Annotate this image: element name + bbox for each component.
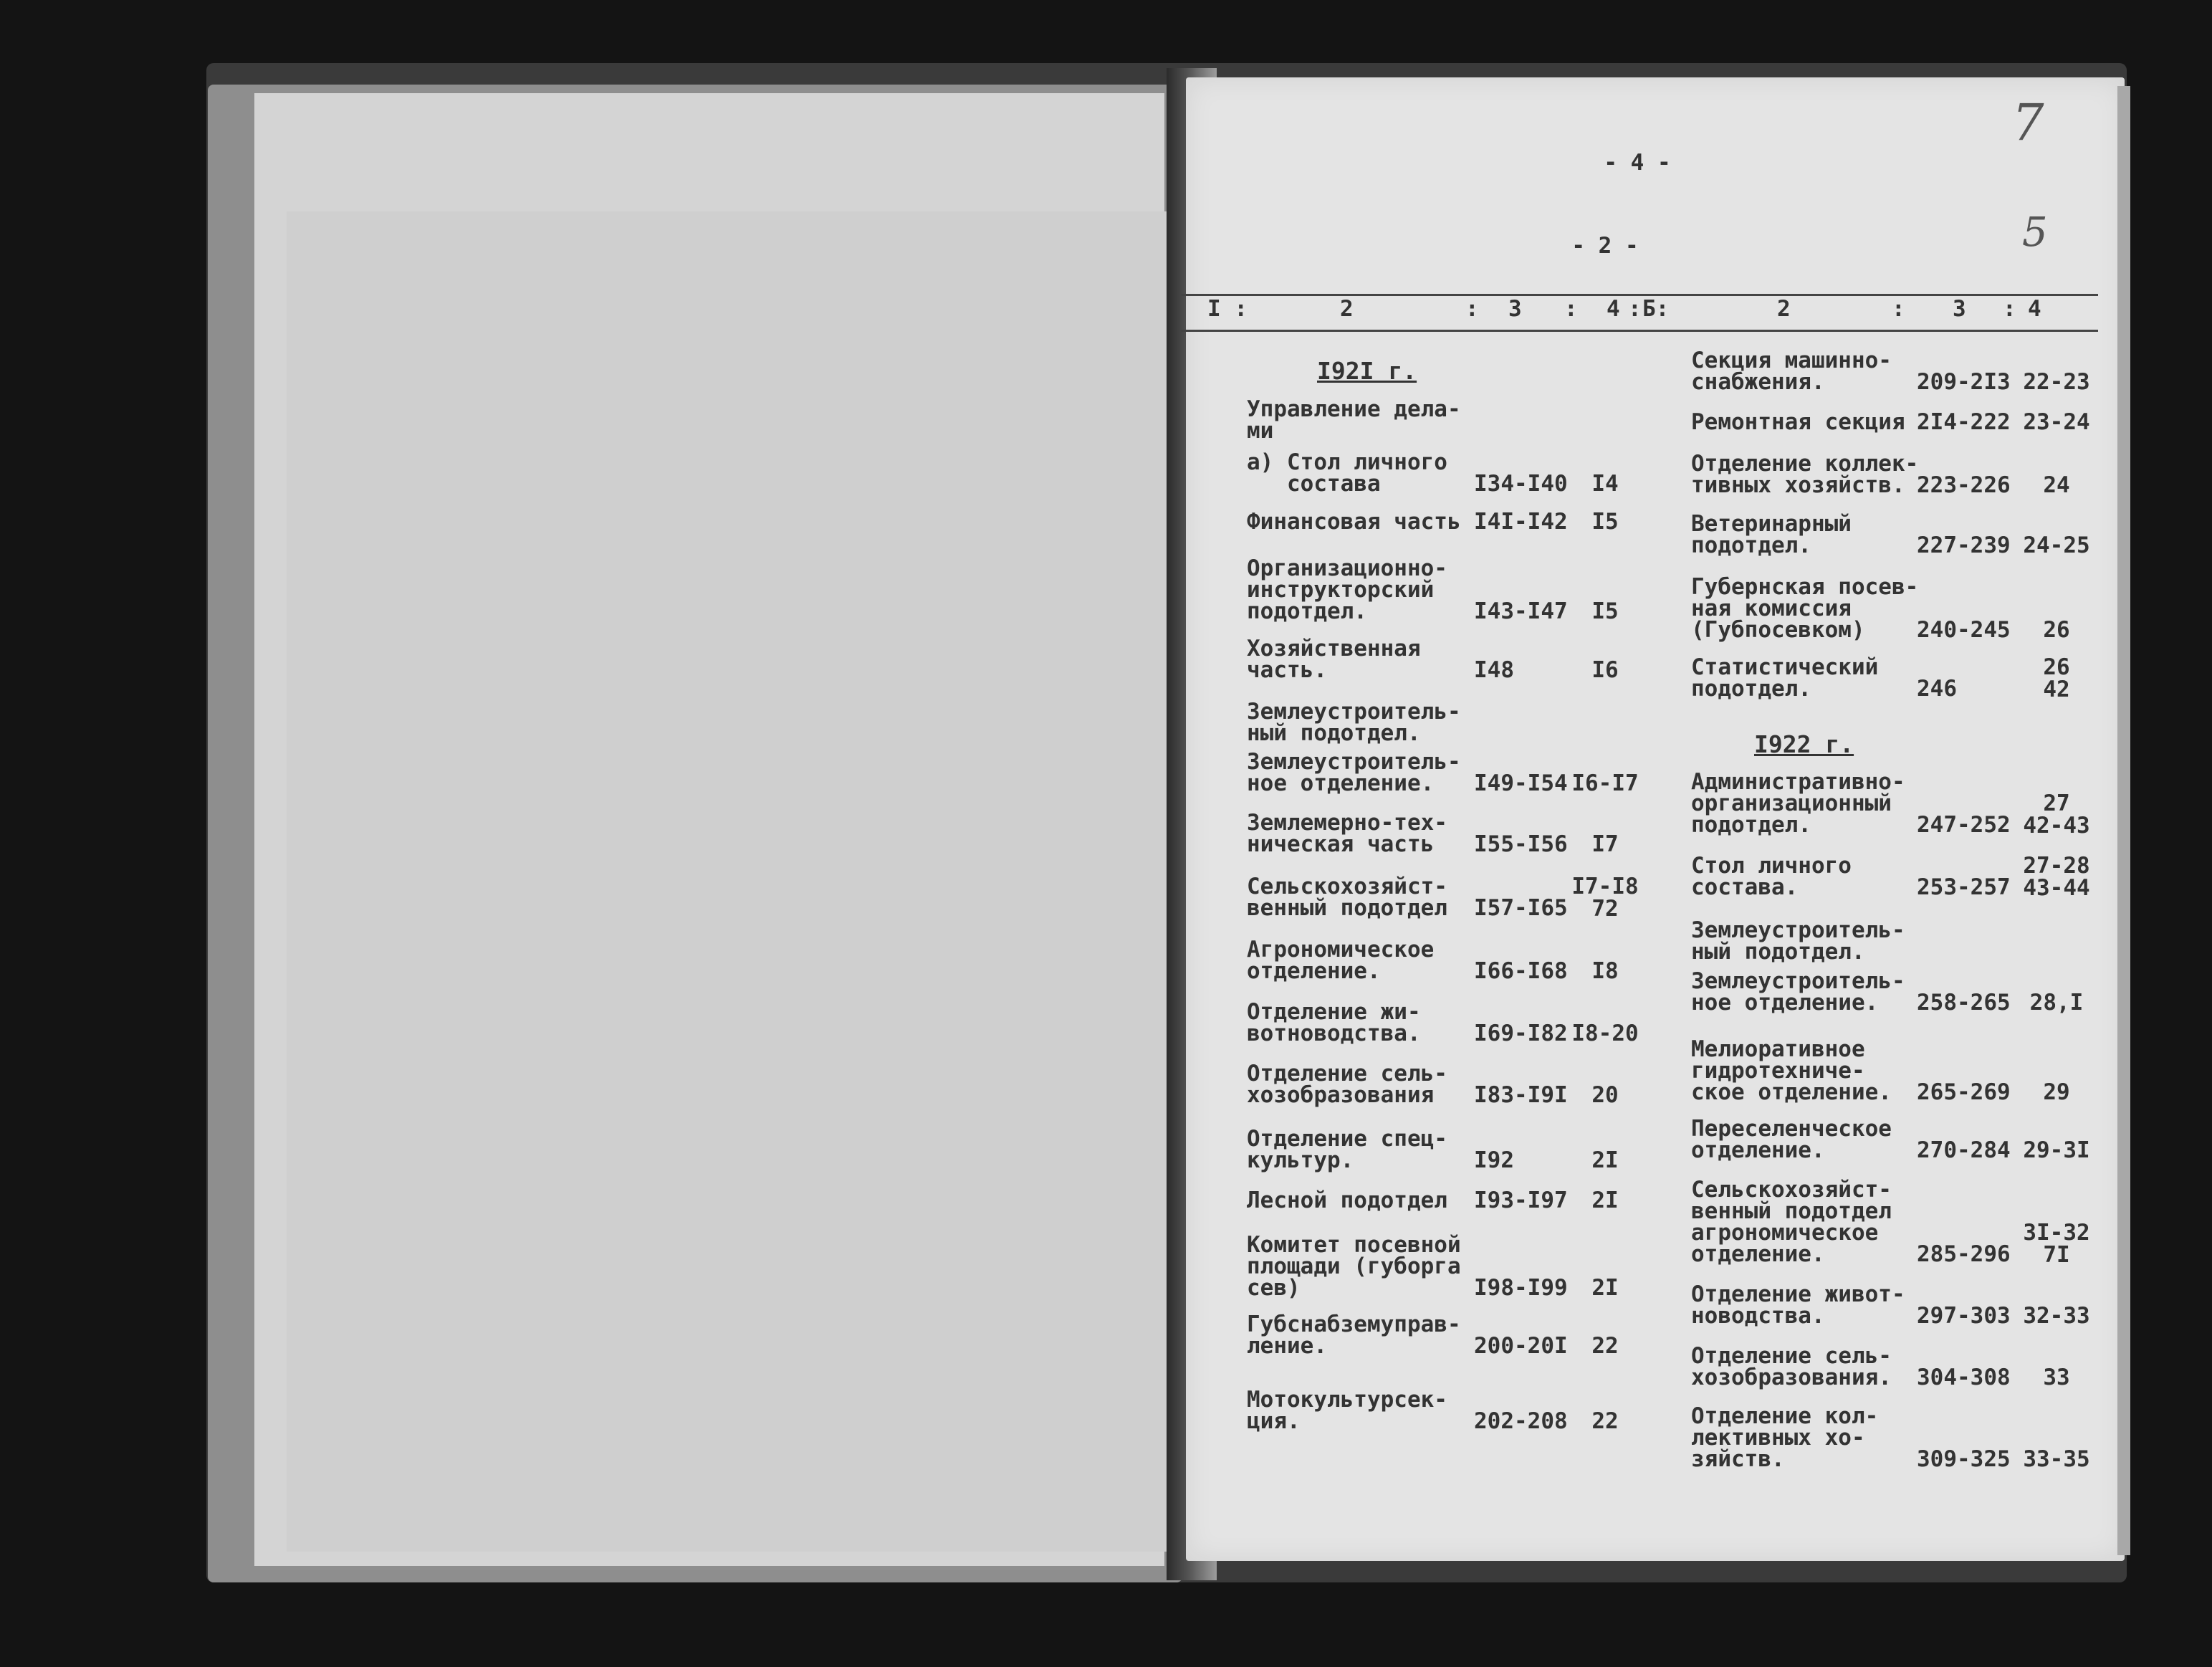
entry-name-line: ная комиссия bbox=[1691, 596, 1852, 621]
entry-name-line: а) Стол личного bbox=[1247, 449, 1447, 475]
header-col-1: I : bbox=[1207, 296, 1248, 322]
entry-name-line: венный подотдел bbox=[1247, 895, 1447, 921]
header-rule-bottom bbox=[1181, 330, 2098, 332]
entry-name-line: ское отделение. bbox=[1691, 1079, 1892, 1105]
entry-file-numbers: I48 bbox=[1474, 657, 1514, 683]
entry-page-numbers: 33 bbox=[2043, 1365, 2070, 1390]
entry-page-numbers: I7 bbox=[1591, 831, 1619, 857]
entry-name-line: Административно- bbox=[1691, 769, 1905, 795]
header-col-5: Б: bbox=[1642, 296, 1670, 322]
entry-name-line: Отделение живот- bbox=[1691, 1281, 1905, 1307]
entry-name-line: ническая часть bbox=[1247, 831, 1435, 857]
entry-file-numbers: I66-I68 bbox=[1474, 958, 1568, 984]
entry-file-numbers: 227-239 bbox=[1917, 532, 2011, 558]
entry-name-line: Организационно- bbox=[1247, 555, 1447, 581]
entry-name-line: Отделение сель- bbox=[1247, 1061, 1447, 1086]
entry-name-line: Землеустроитель- bbox=[1691, 968, 1905, 994]
entry-name-line: Землеустроитель- bbox=[1691, 917, 1905, 943]
header-col-6: 2 bbox=[1777, 296, 1791, 322]
entry-file-numbers: 285-296 bbox=[1917, 1241, 2011, 1267]
entry-page-numbers: 28,I bbox=[2029, 990, 2084, 1016]
entry-name-line: ми bbox=[1247, 418, 1274, 444]
entry-file-numbers: I83-I9I bbox=[1474, 1082, 1568, 1108]
entry-page-numbers: 29-3I bbox=[2023, 1137, 2090, 1163]
entry-page-numbers: 24 bbox=[2043, 472, 2070, 498]
entry-file-numbers: I49-I54 bbox=[1474, 770, 1568, 796]
entry-name-line: подотдел. bbox=[1691, 812, 1811, 838]
entry-name-line: Отделение жи- bbox=[1247, 999, 1421, 1025]
entry-file-numbers: I43-I47 bbox=[1474, 598, 1568, 624]
entry-name-line: инструкторский bbox=[1247, 577, 1435, 603]
header-sep: : bbox=[1892, 296, 1905, 322]
entry-file-numbers: 270-284 bbox=[1917, 1137, 2011, 1163]
entry-name-line: ный подотдел. bbox=[1247, 720, 1421, 746]
entry-page-numbers: 3I-32 7I bbox=[2023, 1220, 2090, 1268]
entry-page-numbers: 26 42 bbox=[2043, 654, 2070, 702]
entry-name-line: Землемерно-тех- bbox=[1247, 810, 1447, 836]
entry-name-line: отделение. bbox=[1691, 1137, 1825, 1163]
entry-name-line: ное отделение. bbox=[1247, 770, 1435, 796]
entry-file-numbers: I98-I99 bbox=[1474, 1275, 1568, 1301]
year-heading-1922: I922 г. bbox=[1754, 730, 1854, 758]
entry-page-numbers: 27-28 43-44 bbox=[2023, 853, 2090, 901]
entry-page-numbers: 29 bbox=[2043, 1079, 2070, 1105]
entry-name-line: Стол личного bbox=[1691, 853, 1852, 879]
header-col-2: 2 bbox=[1340, 296, 1354, 322]
page-number-top: - 4 - bbox=[1604, 150, 1671, 176]
entry-name-line: Ветеринарный bbox=[1691, 511, 1852, 537]
entry-file-numbers: 246 bbox=[1917, 676, 1957, 702]
entry-file-numbers: 240-245 bbox=[1917, 617, 2011, 643]
entry-name-line: новодства. bbox=[1691, 1303, 1825, 1329]
entry-file-numbers: 202-208 bbox=[1474, 1408, 1568, 1434]
entry-name-line: зяйств. bbox=[1691, 1446, 1785, 1472]
entry-name-line: состава bbox=[1247, 471, 1381, 497]
header-col-7: 3 bbox=[1953, 296, 1966, 322]
entry-file-numbers: 265-269 bbox=[1917, 1079, 2011, 1105]
entry-name-line: Комитет посевной bbox=[1247, 1232, 1461, 1258]
entry-name-line: Отделение спец- bbox=[1247, 1126, 1447, 1152]
entry-name-line: Хозяйственная bbox=[1247, 636, 1421, 661]
entry-name-line: Отделение сель- bbox=[1691, 1343, 1892, 1369]
entry-file-numbers: 253-257 bbox=[1917, 874, 2011, 900]
entry-name-line: хозобразования. bbox=[1691, 1365, 1892, 1390]
entry-page-numbers: I5 bbox=[1591, 509, 1619, 535]
entry-name-line: Сельскохозяйст- bbox=[1691, 1177, 1892, 1203]
entry-file-numbers: I92 bbox=[1474, 1147, 1514, 1173]
entry-page-numbers: 23-24 bbox=[2023, 409, 2090, 435]
entry-name-line: гидротехниче- bbox=[1691, 1058, 1865, 1084]
entry-name-line: ление. bbox=[1247, 1333, 1327, 1359]
entry-file-numbers: I55-I56 bbox=[1474, 831, 1568, 857]
entry-page-numbers: 2I bbox=[1591, 1147, 1619, 1173]
entry-name-line: Отделение кол- bbox=[1691, 1403, 1879, 1429]
entry-file-numbers: I4I-I42 bbox=[1474, 509, 1568, 535]
entry-page-numbers: I8 bbox=[1591, 958, 1619, 984]
entry-name-line: подотдел. bbox=[1691, 676, 1811, 702]
entry-page-numbers: 33-35 bbox=[2023, 1446, 2090, 1472]
entry-page-numbers: 22 bbox=[1591, 1408, 1619, 1434]
entry-page-numbers: 20 bbox=[1591, 1082, 1619, 1108]
entry-name-line: состава. bbox=[1691, 874, 1799, 900]
entry-page-numbers: I6 bbox=[1591, 657, 1619, 683]
entry-file-numbers: 209-2I3 bbox=[1917, 369, 2011, 395]
entry-file-numbers: 223-226 bbox=[1917, 472, 2011, 498]
entry-name-line: площади (губорга bbox=[1247, 1253, 1461, 1279]
entry-name-line: (Губпосевком) bbox=[1691, 617, 1865, 643]
entry-file-numbers: 247-252 bbox=[1917, 812, 2011, 838]
entry-name-line: ное отделение. bbox=[1691, 990, 1879, 1016]
entry-page-numbers: I5 bbox=[1591, 598, 1619, 624]
entry-name-line: Переселенческое bbox=[1691, 1116, 1892, 1142]
header-col-8: 4 bbox=[2028, 296, 2041, 322]
entry-file-numbers: 297-303 bbox=[1917, 1303, 2011, 1329]
entry-name-line: Управление дела- bbox=[1247, 396, 1461, 422]
entry-file-numbers: I57-I65 bbox=[1474, 895, 1568, 921]
header-sep: : bbox=[1628, 296, 1642, 322]
entry-page-numbers: 22 bbox=[1591, 1333, 1619, 1359]
entry-name-line: венный подотдел bbox=[1691, 1198, 1892, 1224]
entry-file-numbers: I93-I97 bbox=[1474, 1188, 1568, 1213]
entry-name-line: Статистический bbox=[1691, 654, 1879, 680]
entry-file-numbers: I69-I82 bbox=[1474, 1021, 1568, 1046]
entry-page-numbers: 2I bbox=[1591, 1188, 1619, 1213]
entry-name-line: хозобразования bbox=[1247, 1082, 1435, 1108]
entry-name-line: сев) bbox=[1247, 1275, 1301, 1301]
header-col-3: 3 bbox=[1508, 296, 1522, 322]
entry-name-line: Ремонтная секция bbox=[1691, 409, 1905, 435]
entry-name-line: лективных хо- bbox=[1691, 1425, 1865, 1451]
entry-name-line: тивных хозяйств. bbox=[1691, 472, 1905, 498]
entry-name-line: снабжения. bbox=[1691, 369, 1825, 395]
entry-file-numbers: 200-20I bbox=[1474, 1333, 1568, 1359]
handwritten-folio-number: 7 bbox=[2012, 93, 2044, 152]
page-number-sub: - 2 - bbox=[1571, 233, 1639, 259]
entry-page-numbers: 24-25 bbox=[2023, 532, 2090, 558]
entry-file-numbers: 2I4-222 bbox=[1917, 409, 2011, 435]
header-sep: : bbox=[1564, 296, 1578, 322]
header-sep: : bbox=[1465, 296, 1479, 322]
entry-name-line: Землеустроитель- bbox=[1247, 749, 1461, 775]
entry-name-line: ный подотдел. bbox=[1691, 939, 1865, 965]
entry-file-numbers: 304-308 bbox=[1917, 1365, 2011, 1390]
entry-name-line: Мелиоративное bbox=[1691, 1036, 1865, 1062]
entry-name-line: Губернская посев- bbox=[1691, 574, 1919, 600]
entry-name-line: вотноводства. bbox=[1247, 1021, 1421, 1046]
entry-page-numbers: 26 bbox=[2043, 617, 2070, 643]
entry-name-line: Сельскохозяйст- bbox=[1247, 874, 1447, 899]
entry-name-line: Отделение коллек- bbox=[1691, 451, 1919, 477]
header-col-4: 4 bbox=[1607, 296, 1620, 322]
entry-name-line: Финансовая часть bbox=[1247, 509, 1461, 535]
entry-name-line: подотдел. bbox=[1247, 598, 1367, 624]
entry-name-line: Лесной подотдел bbox=[1247, 1188, 1447, 1213]
entry-page-numbers: I8-20 bbox=[1571, 1021, 1639, 1046]
header-sep: : bbox=[2003, 296, 2016, 322]
entry-name-line: Секция машинно- bbox=[1691, 348, 1892, 373]
entry-name-line: Мотокультурсек- bbox=[1247, 1387, 1447, 1413]
left-blank-page bbox=[287, 211, 1169, 1552]
entry-name-line: отделение. bbox=[1247, 958, 1381, 984]
entry-name-line: культур. bbox=[1247, 1147, 1354, 1173]
entry-name-line: подотдел. bbox=[1691, 532, 1811, 558]
handwritten-page-number: 5 bbox=[2022, 209, 2048, 256]
year-heading-1921: I92I г. bbox=[1317, 357, 1417, 385]
page-edge bbox=[2117, 86, 2130, 1555]
entry-name-line: Агрономическое bbox=[1247, 937, 1435, 963]
entry-name-line: Губснабземуправ- bbox=[1247, 1312, 1461, 1337]
entry-page-numbers: I7-I8 72 bbox=[1571, 874, 1639, 922]
entry-name-line: отделение. bbox=[1691, 1241, 1825, 1267]
entry-name-line: часть. bbox=[1247, 657, 1327, 683]
entry-name-line: ция. bbox=[1247, 1408, 1301, 1434]
entry-file-numbers: 309-325 bbox=[1917, 1446, 2011, 1472]
entry-page-numbers: 27 42-43 bbox=[2023, 790, 2090, 839]
entry-name-line: Землеустроитель- bbox=[1247, 699, 1461, 725]
entry-page-numbers: I4 bbox=[1591, 471, 1619, 497]
entry-file-numbers: 258-265 bbox=[1917, 990, 2011, 1016]
entry-name-line: организационный bbox=[1691, 790, 1892, 816]
entry-name-line: агрономическое bbox=[1691, 1220, 1879, 1246]
entry-file-numbers: I34-I40 bbox=[1474, 471, 1568, 497]
entry-page-numbers: 2I bbox=[1591, 1275, 1619, 1301]
entry-page-numbers: I6-I7 bbox=[1571, 770, 1639, 796]
entry-page-numbers: 22-23 bbox=[2023, 369, 2090, 395]
entry-page-numbers: 32-33 bbox=[2023, 1303, 2090, 1329]
